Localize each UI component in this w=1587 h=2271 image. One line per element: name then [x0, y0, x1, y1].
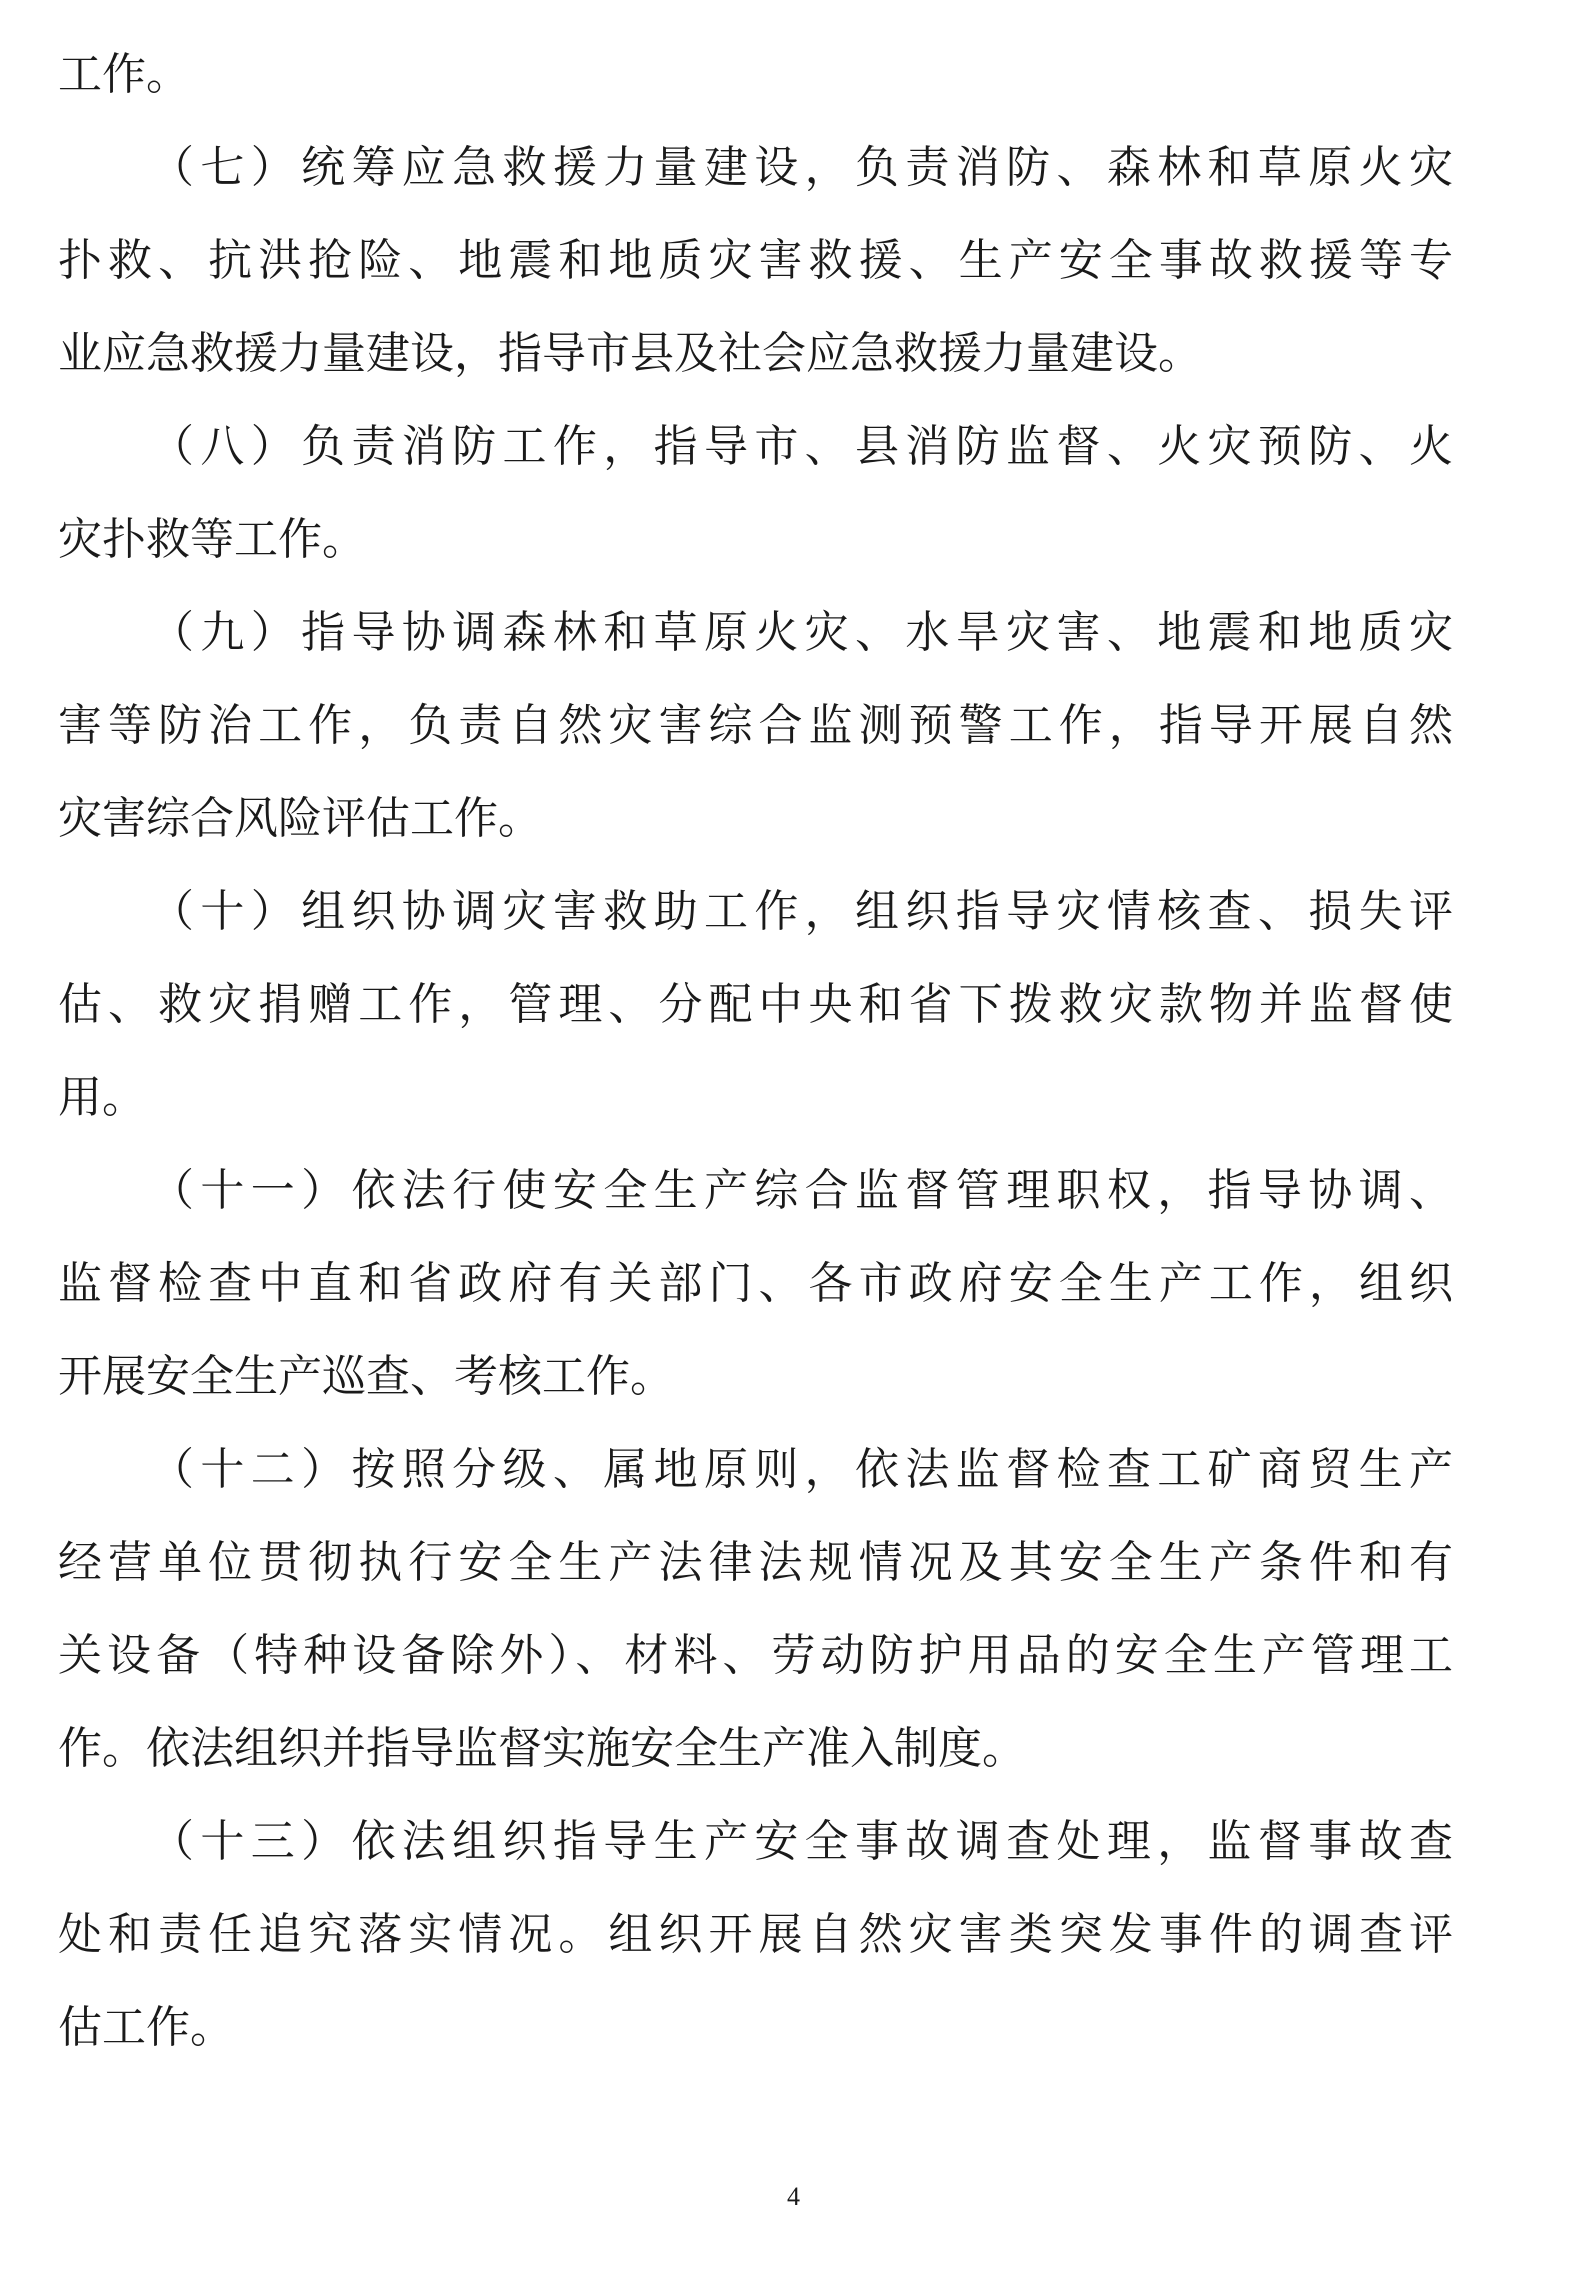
- paragraph-7-line-3: 业应急救援力量建设，指导市县及社会应急救援力量建设。: [58, 328, 1202, 379]
- paragraph-12-line-3: 关设备（特种设备除外）、材料、劳动防护用品的安全生产管理工: [58, 1630, 1453, 1681]
- text-line: 工作。: [58, 49, 190, 100]
- paragraph-8-line-2: 灾扑救等工作。: [58, 514, 366, 565]
- paragraph-13-line-3: 估工作。: [58, 2002, 234, 2053]
- paragraph-11-line-3: 开展安全生产巡查、考核工作。: [58, 1351, 674, 1402]
- paragraph-10-line-2: 估、救灾捐赠工作，管理、分配中央和省下拨救灾款物并监督使: [58, 979, 1453, 1030]
- paragraph-13-line-1: （十三）依法组织指导生产安全事故调查处理，监督事故查: [150, 1816, 1453, 1867]
- paragraph-10-line-3: 用。: [58, 1072, 146, 1123]
- paragraph-13-line-2: 处和责任追究落实情况。组织开展自然灾害类突发事件的调查评: [58, 1909, 1453, 1960]
- paragraph-9-line-3: 灾害综合风险评估工作。: [58, 793, 542, 844]
- paragraph-10-line-1: （十）组织协调灾害救助工作，组织指导灾情核查、损失评: [150, 886, 1453, 937]
- paragraph-9-line-1: （九）指导协调森林和草原火灾、水旱灾害、地震和地质灾: [150, 607, 1453, 658]
- paragraph-8-line-1: （八）负责消防工作，指导市、县消防监督、火灾预防、火: [150, 421, 1453, 472]
- paragraph-7-line-2: 扑救、抗洪抢险、地震和地质灾害救援、生产安全事故救援等专: [58, 235, 1453, 286]
- page-number: 4: [787, 2182, 800, 2211]
- paragraph-11-line-2: 监督检查中直和省政府有关部门、各市政府安全生产工作，组织: [58, 1258, 1453, 1309]
- paragraph-12-line-4: 作。依法组织并指导监督实施安全生产准入制度。: [58, 1723, 1026, 1774]
- paragraph-7-line-1: （七）统筹应急救援力量建设，负责消防、森林和草原火灾: [150, 142, 1453, 193]
- paragraph-12-line-1: （十二）按照分级、属地原则，依法监督检查工矿商贸生产: [150, 1444, 1453, 1495]
- paragraph-9-line-2: 害等防治工作，负责自然灾害综合监测预警工作，指导开展自然: [58, 700, 1453, 751]
- paragraph-11-line-1: （十一）依法行使安全生产综合监督管理职权，指导协调、: [150, 1165, 1453, 1216]
- body-text: [58, 28, 1453, 2074]
- paragraph-12-line-2: 经营单位贯彻执行安全生产法律法规情况及其安全生产条件和有: [58, 1537, 1453, 1588]
